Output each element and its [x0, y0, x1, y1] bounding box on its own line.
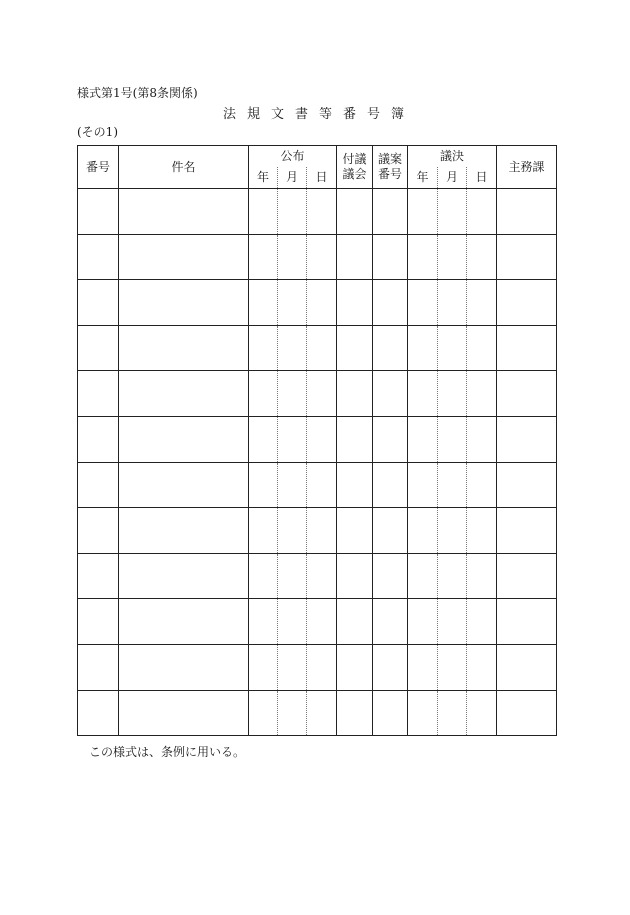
cell-promulgation-month	[278, 462, 307, 508]
header-subject: 件名	[119, 146, 249, 189]
cell-promulgation-year	[249, 462, 278, 508]
cell-promulgation-month	[278, 280, 307, 326]
cell-subject	[119, 553, 249, 599]
cell-submitted-council	[337, 690, 373, 736]
cell-bill-number	[373, 553, 408, 599]
table-row	[78, 189, 557, 235]
table-row	[78, 280, 557, 326]
cell-bill-number	[373, 644, 408, 690]
cell-department	[497, 416, 557, 462]
cell-number	[78, 599, 119, 645]
cell-resolution-year	[408, 416, 438, 462]
cell-submitted-council	[337, 644, 373, 690]
cell-resolution-year	[408, 553, 438, 599]
table-row	[78, 644, 557, 690]
table-row	[78, 416, 557, 462]
cell-resolution-year	[408, 325, 438, 371]
cell-resolution-month	[438, 644, 467, 690]
cell-resolution-day	[467, 690, 497, 736]
register-body	[78, 189, 557, 736]
cell-resolution-day	[467, 416, 497, 462]
cell-promulgation-day	[307, 234, 337, 280]
cell-promulgation-month	[278, 508, 307, 554]
cell-department	[497, 644, 557, 690]
cell-resolution-day	[467, 280, 497, 326]
cell-resolution-month	[438, 371, 467, 417]
cell-submitted-council	[337, 553, 373, 599]
cell-subject	[119, 462, 249, 508]
cell-promulgation-month	[278, 416, 307, 462]
header-submitted-line2: 議会	[342, 167, 367, 181]
form-reference: 様式第1号(第8条関係)	[77, 86, 198, 100]
cell-resolution-month	[438, 508, 467, 554]
cell-bill-number	[373, 690, 408, 736]
cell-bill-number	[373, 599, 408, 645]
cell-promulgation-year	[249, 553, 278, 599]
cell-promulgation-year	[249, 325, 278, 371]
cell-submitted-council	[337, 508, 373, 554]
cell-promulgation-day	[307, 553, 337, 599]
cell-promulgation-day	[307, 416, 337, 462]
cell-submitted-council	[337, 189, 373, 235]
document-title: 法規文書等番号簿	[222, 107, 415, 122]
table-row	[78, 462, 557, 508]
cell-resolution-day	[467, 644, 497, 690]
header-resolution-year: 年	[408, 167, 438, 189]
cell-department	[497, 234, 557, 280]
cell-resolution-month	[438, 280, 467, 326]
cell-department	[497, 462, 557, 508]
header-row-top	[78, 146, 557, 168]
cell-subject	[119, 644, 249, 690]
cell-promulgation-day	[307, 690, 337, 736]
cell-promulgation-month	[278, 371, 307, 417]
cell-promulgation-day	[307, 371, 337, 417]
cell-number	[78, 189, 119, 235]
cell-promulgation-year	[249, 599, 278, 645]
cell-department	[497, 189, 557, 235]
cell-department	[497, 599, 557, 645]
cell-promulgation-day	[307, 280, 337, 326]
cell-resolution-month	[438, 553, 467, 599]
cell-resolution-day	[467, 325, 497, 371]
cell-bill-number	[373, 416, 408, 462]
cell-subject	[119, 371, 249, 417]
table-row	[78, 599, 557, 645]
cell-resolution-year	[408, 462, 438, 508]
cell-resolution-month	[438, 462, 467, 508]
cell-promulgation-year	[249, 371, 278, 417]
cell-department	[497, 553, 557, 599]
header-number: 番号	[78, 146, 119, 189]
cell-resolution-year	[408, 690, 438, 736]
cell-department	[497, 508, 557, 554]
cell-submitted-council	[337, 462, 373, 508]
cell-promulgation-year	[249, 644, 278, 690]
table-row	[78, 371, 557, 417]
cell-bill-number	[373, 462, 408, 508]
table-row	[78, 508, 557, 554]
cell-promulgation-month	[278, 553, 307, 599]
cell-resolution-month	[438, 189, 467, 235]
cell-resolution-year	[408, 234, 438, 280]
cell-number	[78, 325, 119, 371]
cell-submitted-council	[337, 280, 373, 326]
cell-subject	[119, 234, 249, 280]
cell-submitted-council	[337, 371, 373, 417]
cell-resolution-day	[467, 508, 497, 554]
cell-subject	[119, 690, 249, 736]
cell-promulgation-year	[249, 189, 278, 235]
header-resolution-day: 日	[467, 167, 497, 189]
cell-number	[78, 508, 119, 554]
cell-number	[78, 280, 119, 326]
cell-resolution-month	[438, 234, 467, 280]
cell-promulgation-month	[278, 234, 307, 280]
cell-subject	[119, 280, 249, 326]
cell-resolution-year	[408, 280, 438, 326]
sub-label: (その1)	[77, 125, 118, 139]
cell-bill-number	[373, 325, 408, 371]
cell-number	[78, 371, 119, 417]
cell-promulgation-month	[278, 690, 307, 736]
cell-promulgation-month	[278, 189, 307, 235]
cell-subject	[119, 508, 249, 554]
cell-promulgation-day	[307, 462, 337, 508]
table-row	[78, 553, 557, 599]
cell-subject	[119, 325, 249, 371]
cell-resolution-year	[408, 599, 438, 645]
cell-department	[497, 690, 557, 736]
cell-resolution-year	[408, 508, 438, 554]
cell-number	[78, 553, 119, 599]
cell-resolution-day	[467, 189, 497, 235]
cell-submitted-council	[337, 599, 373, 645]
header-bill-line2: 番号	[378, 167, 403, 181]
cell-resolution-day	[467, 553, 497, 599]
cell-subject	[119, 599, 249, 645]
cell-resolution-day	[467, 234, 497, 280]
cell-bill-number	[373, 234, 408, 280]
cell-department	[497, 371, 557, 417]
cell-resolution-day	[467, 371, 497, 417]
header-submitted-council	[337, 146, 373, 189]
cell-promulgation-day	[307, 644, 337, 690]
cell-number	[78, 234, 119, 280]
register-table	[77, 145, 557, 736]
table-row	[78, 234, 557, 280]
cell-promulgation-year	[249, 234, 278, 280]
cell-bill-number	[373, 280, 408, 326]
header-promulgation-day: 日	[307, 167, 337, 189]
cell-promulgation-month	[278, 325, 307, 371]
cell-resolution-month	[438, 325, 467, 371]
header-submitted-line1: 付議	[342, 152, 367, 166]
cell-resolution-year	[408, 189, 438, 235]
cell-number	[78, 462, 119, 508]
cell-resolution-year	[408, 644, 438, 690]
header-bill-number	[373, 146, 408, 189]
cell-submitted-council	[337, 416, 373, 462]
header-promulgation-year: 年	[249, 167, 278, 189]
table-row	[78, 690, 557, 736]
cell-resolution-day	[467, 599, 497, 645]
cell-bill-number	[373, 189, 408, 235]
cell-department	[497, 325, 557, 371]
cell-department	[497, 280, 557, 326]
cell-resolution-year	[408, 371, 438, 417]
header-department: 主務課	[497, 146, 557, 189]
cell-resolution-day	[467, 462, 497, 508]
header-resolution-month: 月	[438, 167, 467, 189]
table-row	[78, 325, 557, 371]
cell-resolution-month	[438, 690, 467, 736]
cell-promulgation-day	[307, 325, 337, 371]
cell-promulgation-month	[278, 599, 307, 645]
header-bill-line1: 議案	[378, 152, 403, 166]
cell-promulgation-year	[249, 508, 278, 554]
cell-number	[78, 690, 119, 736]
cell-submitted-council	[337, 234, 373, 280]
header-promulgation: 公布	[249, 146, 337, 168]
header-resolution: 議決	[408, 146, 497, 168]
cell-number	[78, 644, 119, 690]
cell-subject	[119, 189, 249, 235]
cell-promulgation-year	[249, 280, 278, 326]
cell-promulgation-day	[307, 508, 337, 554]
header-promulgation-month: 月	[278, 167, 307, 189]
cell-bill-number	[373, 508, 408, 554]
cell-subject	[119, 416, 249, 462]
cell-promulgation-month	[278, 644, 307, 690]
cell-promulgation-year	[249, 416, 278, 462]
cell-bill-number	[373, 371, 408, 417]
cell-submitted-council	[337, 325, 373, 371]
cell-promulgation-day	[307, 599, 337, 645]
cell-promulgation-year	[249, 690, 278, 736]
cell-promulgation-day	[307, 189, 337, 235]
cell-resolution-month	[438, 599, 467, 645]
cell-number	[78, 416, 119, 462]
cell-resolution-month	[438, 416, 467, 462]
footer-note: この様式は、条例に用いる。	[89, 745, 246, 759]
